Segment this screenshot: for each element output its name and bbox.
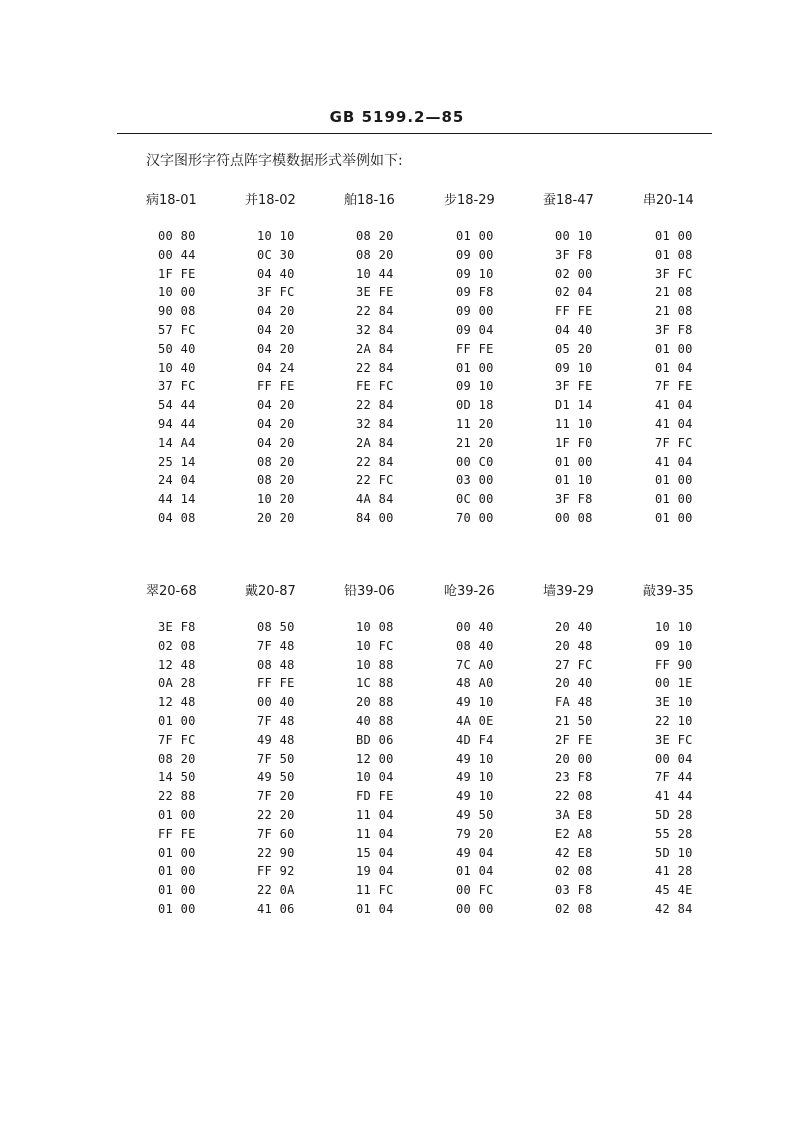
hex-row: 32 84: [356, 322, 394, 337]
hex-row: 09 10: [456, 379, 494, 394]
glyph-label: 铅39-06: [344, 584, 395, 599]
hex-row: FF FE: [555, 304, 593, 319]
hex-row: 03 00: [456, 473, 494, 488]
hex-row: 22 10: [655, 713, 693, 728]
hex-row: 2F FE: [555, 732, 593, 747]
hex-row: 22 FC: [356, 473, 394, 488]
glyph-hex-rows: [257, 618, 295, 919]
hex-row: 12 48: [158, 657, 196, 672]
hex-row: 00 40: [257, 695, 295, 710]
hex-row: 94 44: [158, 416, 196, 431]
hex-row: 03 F8: [555, 883, 593, 898]
hex-row: 27 FC: [555, 657, 593, 672]
hex-row: 49 10: [456, 770, 494, 785]
hex-row: 4D F4: [456, 732, 494, 747]
hex-row: 48 A0: [456, 676, 494, 691]
hex-row: 22 84: [356, 304, 394, 319]
hex-row: D1 14: [555, 398, 593, 413]
hex-row: 49 50: [257, 770, 295, 785]
glyph-hex-rows: [456, 227, 494, 528]
hex-row: 01 00: [655, 510, 693, 525]
hex-row: 09 00: [456, 247, 494, 262]
hex-row: FF FE: [257, 379, 295, 394]
hex-row: 3F FE: [555, 379, 593, 394]
header-rule: [117, 133, 712, 134]
hex-row: FA 48: [555, 695, 593, 710]
hex-row: 1F FE: [158, 266, 196, 281]
hex-row: 10 40: [158, 360, 196, 375]
hex-row: 00 00: [456, 901, 494, 916]
hex-row: 3F F8: [655, 322, 693, 337]
hex-row: 24 04: [158, 473, 196, 488]
hex-row: 7F 20: [257, 789, 295, 804]
hex-row: 20 40: [555, 620, 593, 634]
hex-row: 04 20: [257, 398, 295, 413]
hex-row: 09 00: [456, 304, 494, 319]
hex-row: 00 80: [158, 229, 196, 243]
hex-row: FE FC: [356, 379, 394, 394]
hex-row: 42 84: [655, 901, 693, 916]
hex-row: 04 40: [257, 266, 295, 281]
hex-row: 10 FC: [356, 638, 394, 653]
glyph-label: 呛39-26: [444, 584, 495, 599]
glyph-hex-rows: [158, 227, 196, 528]
glyph-hex-rows: [655, 227, 693, 528]
hex-row: 01 00: [158, 883, 196, 898]
hex-row: 00 04: [655, 751, 693, 766]
glyph-hex-rows: [356, 227, 394, 528]
hex-row: 04 20: [257, 322, 295, 337]
hex-row: 7F 44: [655, 770, 693, 785]
hex-row: 08 20: [356, 229, 394, 243]
hex-row: 10 04: [356, 770, 394, 785]
hex-row: 14 A4: [158, 435, 196, 450]
hex-row: 02 08: [158, 638, 196, 653]
glyph-hex-rows: [555, 227, 593, 528]
hex-row: 01 00: [655, 229, 693, 243]
hex-row: 08 20: [158, 751, 196, 766]
hex-row: 01 00: [456, 229, 494, 243]
hex-row: FF 90: [655, 657, 693, 672]
hex-row: 04 20: [257, 304, 295, 319]
hex-row: 22 84: [356, 360, 394, 375]
hex-row: 54 44: [158, 398, 196, 413]
hex-row: 41 04: [655, 416, 693, 431]
glyph-hex-rows: [456, 618, 494, 919]
hex-row: 10 00: [158, 285, 196, 300]
glyph-label: 翠20-68: [146, 584, 197, 599]
hex-row: 10 20: [257, 492, 295, 507]
hex-row: 11 04: [356, 826, 394, 841]
hex-row: 01 00: [158, 864, 196, 879]
hex-row: 08 20: [257, 454, 295, 469]
hex-row: 04 24: [257, 360, 295, 375]
hex-row: 01 00: [456, 360, 494, 375]
hex-row: 08 48: [257, 657, 295, 672]
hex-row: 23 F8: [555, 770, 593, 785]
hex-row: 41 44: [655, 789, 693, 804]
hex-row: 11 04: [356, 807, 394, 822]
hex-row: 09 10: [655, 638, 693, 653]
hex-row: 01 00: [158, 845, 196, 860]
glyph-label: 舶18-16: [344, 193, 395, 208]
glyph-hex-rows: [257, 227, 295, 528]
hex-row: 00 1E: [655, 676, 693, 691]
hex-row: 3E 10: [655, 695, 693, 710]
hex-row: 3E FC: [655, 732, 693, 747]
hex-row: 01 04: [356, 901, 394, 916]
hex-row: 84 00: [356, 510, 394, 525]
hex-row: 22 20: [257, 807, 295, 822]
hex-row: 79 20: [456, 826, 494, 841]
hex-row: FF FE: [257, 676, 295, 691]
hex-row: 42 E8: [555, 845, 593, 860]
hex-row: 11 10: [555, 416, 593, 431]
hex-row: 50 40: [158, 341, 196, 356]
hex-row: 20 20: [257, 510, 295, 525]
hex-row: 09 10: [555, 360, 593, 375]
hex-row: 57 FC: [158, 322, 196, 337]
standard-number-header: GB 5199.2—85: [329, 108, 465, 126]
hex-row: 3A E8: [555, 807, 593, 822]
hex-row: 00 08: [555, 510, 593, 525]
hex-row: 10 44: [356, 266, 394, 281]
hex-row: 02 00: [555, 266, 593, 281]
hex-row: 01 00: [655, 492, 693, 507]
hex-row: 12 00: [356, 751, 394, 766]
hex-row: 37 FC: [158, 379, 196, 394]
hex-row: 3E FE: [356, 285, 394, 300]
hex-row: 55 28: [655, 826, 693, 841]
hex-row: 01 00: [555, 454, 593, 469]
hex-row: 14 50: [158, 770, 196, 785]
glyph-hex-rows: [356, 618, 394, 919]
hex-row: 49 10: [456, 695, 494, 710]
hex-row: 20 00: [555, 751, 593, 766]
hex-row: 49 48: [257, 732, 295, 747]
hex-row: 00 C0: [456, 454, 494, 469]
hex-row: 1F F0: [555, 435, 593, 450]
hex-row: 2A 84: [356, 435, 394, 450]
hex-row: 7F 50: [257, 751, 295, 766]
hex-row: 7F 60: [257, 826, 295, 841]
hex-row: 4A 0E: [456, 713, 494, 728]
hex-row: 00 FC: [456, 883, 494, 898]
hex-row: 7F 48: [257, 638, 295, 653]
hex-row: 21 50: [555, 713, 593, 728]
hex-row: 02 08: [555, 901, 593, 916]
hex-row: 2A 84: [356, 341, 394, 356]
glyph-label: 串20-14: [643, 193, 694, 208]
hex-row: 49 10: [456, 751, 494, 766]
hex-row: FD FE: [356, 789, 394, 804]
glyph-label: 步18-29: [444, 193, 495, 208]
hex-row: 21 08: [655, 285, 693, 300]
hex-row: 41 04: [655, 398, 693, 413]
hex-row: 15 04: [356, 845, 394, 860]
hex-row: 11 20: [456, 416, 494, 431]
hex-row: FF FE: [456, 341, 494, 356]
hex-row: 10 88: [356, 657, 394, 672]
hex-row: 04 08: [158, 510, 196, 525]
hex-row: 5D 10: [655, 845, 693, 860]
hex-row: 22 0A: [257, 883, 295, 898]
hex-row: E2 A8: [555, 826, 593, 841]
glyph-label: 敲39-35: [643, 584, 694, 599]
hex-row: 10 10: [655, 620, 693, 634]
hex-row: 4A 84: [356, 492, 394, 507]
hex-row: 01 00: [158, 807, 196, 822]
hex-row: 0C 30: [257, 247, 295, 262]
hex-row: 01 10: [555, 473, 593, 488]
glyph-label: 并18-02: [245, 193, 296, 208]
glyph-hex-rows: [555, 618, 593, 919]
hex-row: 21 08: [655, 304, 693, 319]
hex-row: 45 4E: [655, 883, 693, 898]
hex-row: 01 00: [158, 713, 196, 728]
hex-row: 41 28: [655, 864, 693, 879]
glyph-label: 病18-01: [146, 193, 197, 208]
hex-row: 25 14: [158, 454, 196, 469]
hex-row: 01 00: [655, 341, 693, 356]
hex-row: 3F F8: [555, 247, 593, 262]
hex-row: 20 88: [356, 695, 394, 710]
hex-row: 00 44: [158, 247, 196, 262]
glyph-label: 墙39-29: [543, 584, 594, 599]
hex-row: BD 06: [356, 732, 394, 747]
hex-row: 01 00: [158, 901, 196, 916]
hex-row: 02 04: [555, 285, 593, 300]
hex-row: 09 10: [456, 266, 494, 281]
hex-row: 1C 88: [356, 676, 394, 691]
hex-row: 32 84: [356, 416, 394, 431]
hex-row: 70 00: [456, 510, 494, 525]
hex-row: 04 20: [257, 435, 295, 450]
glyph-hex-rows: [655, 618, 693, 919]
hex-row: 04 20: [257, 341, 295, 356]
hex-row: 5D 28: [655, 807, 693, 822]
hex-row: 02 08: [555, 864, 593, 879]
hex-row: 3F FC: [655, 266, 693, 281]
hex-row: 7F FE: [655, 379, 693, 394]
glyph-label: 戴20-87: [245, 584, 296, 599]
hex-row: 05 20: [555, 341, 593, 356]
hex-row: 22 84: [356, 454, 394, 469]
hex-row: 0D 18: [456, 398, 494, 413]
hex-row: 11 FC: [356, 883, 394, 898]
hex-row: 10 10: [257, 229, 295, 243]
hex-row: 22 88: [158, 789, 196, 804]
hex-row: 01 08: [655, 247, 693, 262]
hex-row: 3E F8: [158, 620, 196, 634]
hex-row: 00 10: [555, 229, 593, 243]
hex-row: 3F FC: [257, 285, 295, 300]
hex-row: 08 50: [257, 620, 295, 634]
hex-row: 7F 48: [257, 713, 295, 728]
glyph-label: 蚕18-47: [543, 193, 594, 208]
glyph-hex-rows: [158, 618, 196, 919]
hex-row: 04 40: [555, 322, 593, 337]
hex-row: FF 92: [257, 864, 295, 879]
hex-row: 90 08: [158, 304, 196, 319]
hex-row: 19 04: [356, 864, 394, 879]
hex-row: 3F F8: [555, 492, 593, 507]
hex-row: 49 10: [456, 789, 494, 804]
hex-row: 0A 28: [158, 676, 196, 691]
hex-row: 7C A0: [456, 657, 494, 672]
hex-row: 10 08: [356, 620, 394, 634]
hex-row: 41 06: [257, 901, 295, 916]
hex-row: 22 90: [257, 845, 295, 860]
hex-row: 00 40: [456, 620, 494, 634]
hex-row: 44 14: [158, 492, 196, 507]
hex-row: 08 40: [456, 638, 494, 653]
intro-text: 汉字图形字符点阵字模数据形式举例如下:: [146, 153, 403, 169]
hex-row: 01 00: [655, 473, 693, 488]
hex-row: 49 04: [456, 845, 494, 860]
hex-row: 04 20: [257, 416, 295, 431]
hex-row: 09 F8: [456, 285, 494, 300]
hex-row: FF FE: [158, 826, 196, 841]
hex-row: 08 20: [356, 247, 394, 262]
hex-row: 12 48: [158, 695, 196, 710]
hex-row: 08 20: [257, 473, 295, 488]
hex-row: 0C 00: [456, 492, 494, 507]
hex-row: 20 48: [555, 638, 593, 653]
hex-row: 40 88: [356, 713, 394, 728]
hex-row: 49 50: [456, 807, 494, 822]
hex-row: 7F FC: [158, 732, 196, 747]
hex-row: 01 04: [456, 864, 494, 879]
hex-row: 7F FC: [655, 435, 693, 450]
hex-row: 20 40: [555, 676, 593, 691]
hex-row: 21 20: [456, 435, 494, 450]
hex-row: 01 04: [655, 360, 693, 375]
hex-row: 22 08: [555, 789, 593, 804]
hex-row: 09 04: [456, 322, 494, 337]
hex-row: 41 04: [655, 454, 693, 469]
hex-row: 22 84: [356, 398, 394, 413]
